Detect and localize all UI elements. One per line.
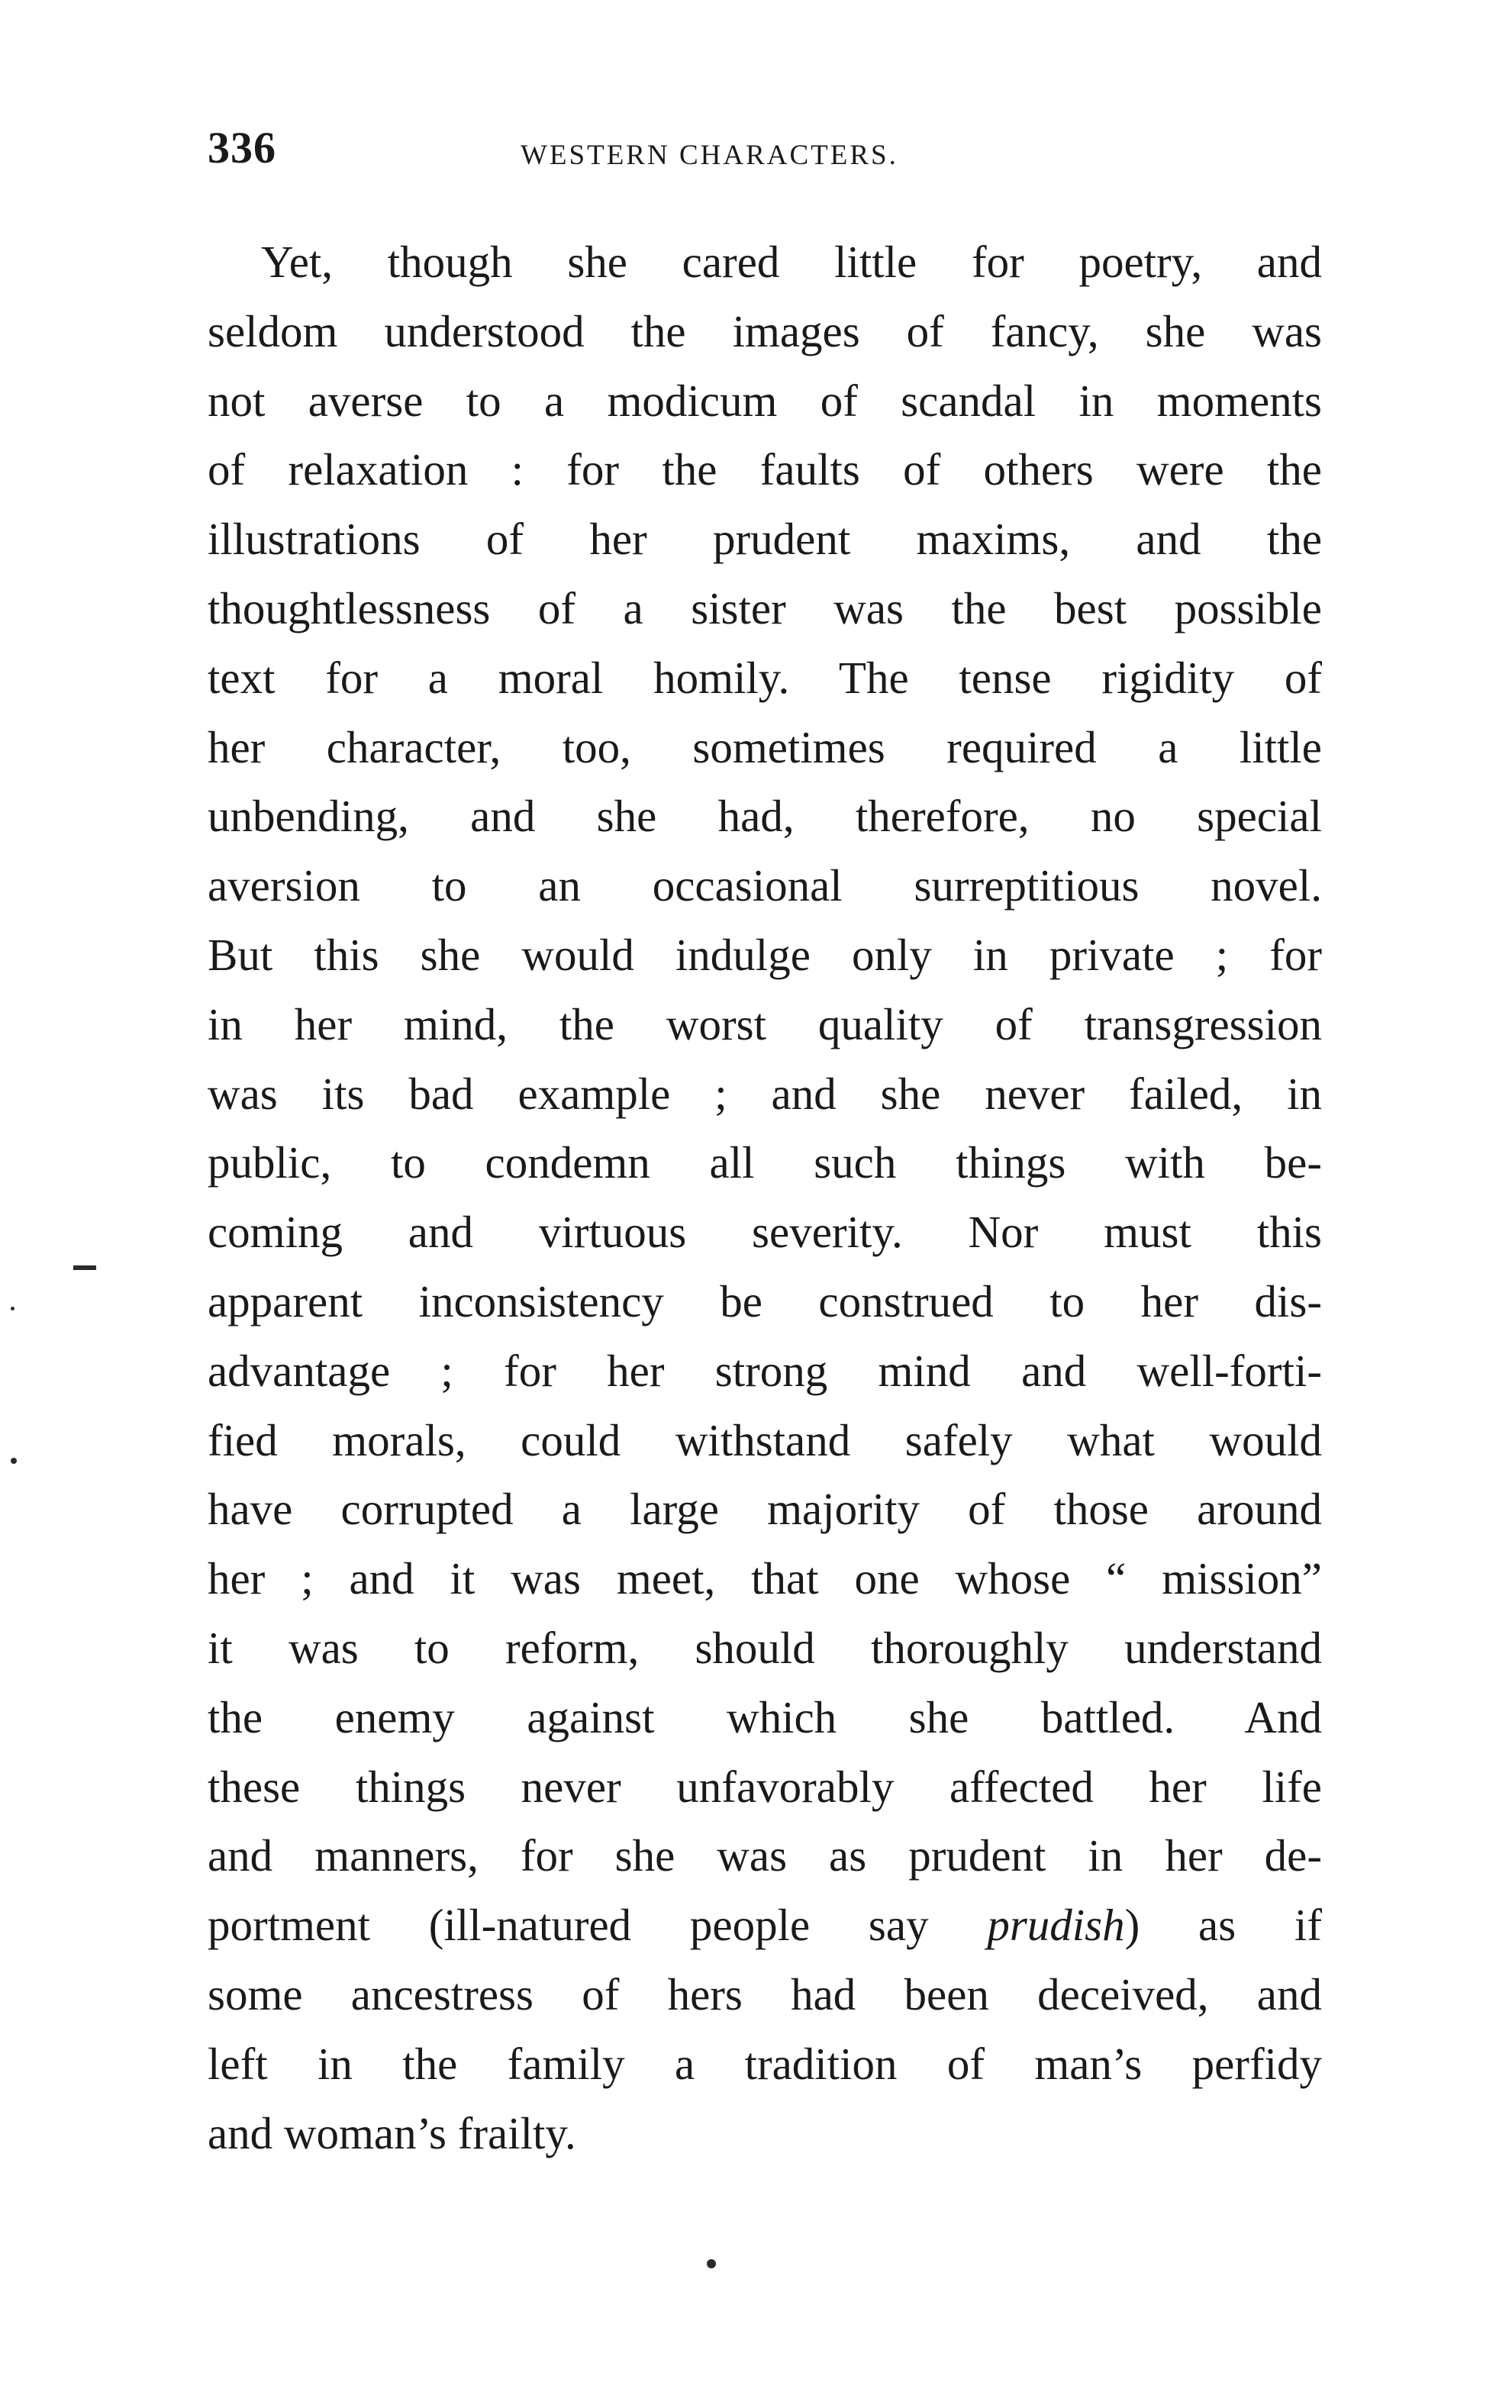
text-line: these things never unfavorably affected her life — [208, 1761, 1322, 1812]
text-line: apparent inconsistency be construed to her dis- — [208, 1275, 1322, 1326]
running-head — [208, 122, 1322, 191]
text-line: thoughtlessness of a sister was the best possible — [208, 582, 1322, 633]
text-line-with-italic — [208, 1891, 1322, 1960]
italic-word: prudish — [987, 1900, 1125, 1951]
text-line: it was to reform, should thoroughly understand — [208, 1622, 1322, 1673]
text-line: unbending, and she had, therefore, no special — [208, 791, 1322, 842]
text-line: her ; and it was meet, that one whose “ mission” — [208, 1553, 1322, 1604]
text-line: advantage ; for her strong mind and well-forti- — [208, 1345, 1322, 1396]
text-line: have corrupted a large majority of those around — [208, 1484, 1322, 1535]
text-line: not averse to a modicum of scandal in moments — [208, 375, 1322, 426]
text-line: seldom understood the images of fancy, she was — [208, 305, 1322, 356]
page-number: 336 — [208, 123, 276, 172]
text-line: some ancestress of hers had been deceived, and — [208, 1968, 1322, 2020]
running-title: WESTERN CHARACTERS. — [521, 140, 898, 171]
text-line: was its bad example ; and she never failed, in — [208, 1068, 1322, 1119]
footer-dot-mark — [707, 2259, 716, 2268]
text-line: coming and virtuous severity. Nor must this — [208, 1207, 1322, 1258]
text-segment: ) as if — [1124, 1900, 1322, 1951]
text-line: Yet, though she cared little for poetry, and — [261, 237, 1322, 287]
margin-dot-mark — [11, 1307, 15, 1310]
text-line: and woman’s frailty. — [208, 2107, 576, 2158]
text-line: in her mind, the worst quality of transgression — [208, 998, 1322, 1049]
text-line: text for a moral homily. The tense rigidity of — [208, 652, 1322, 703]
text-line: public, to condemn all such things with be- — [208, 1137, 1322, 1188]
body-paragraph — [208, 227, 1322, 2168]
text-line: her character, too, sometimes required a little — [208, 721, 1322, 772]
text-line: of relaxation : for the faults of others were the — [208, 444, 1322, 495]
text-line: fied morals, could withstand safely what would — [208, 1414, 1322, 1465]
text-line: aversion to an occasional surreptitious novel. — [208, 860, 1322, 911]
text-line: left in the family a tradition of man’s perfidy — [208, 2038, 1322, 2089]
margin-dash-mark — [73, 1265, 96, 1270]
margin-dot-mark — [11, 1458, 17, 1464]
text-line: But this she would indulge only in private ; for — [208, 929, 1322, 980]
text-line: and manners, for she was as prudent in her de- — [208, 1830, 1322, 1881]
text-segment: portment (ill-natured people say — [208, 1900, 988, 1951]
text-line: illustrations of her prudent maxims, and the — [208, 514, 1322, 565]
text-line: the enemy against which she battled. And — [208, 1691, 1322, 1742]
